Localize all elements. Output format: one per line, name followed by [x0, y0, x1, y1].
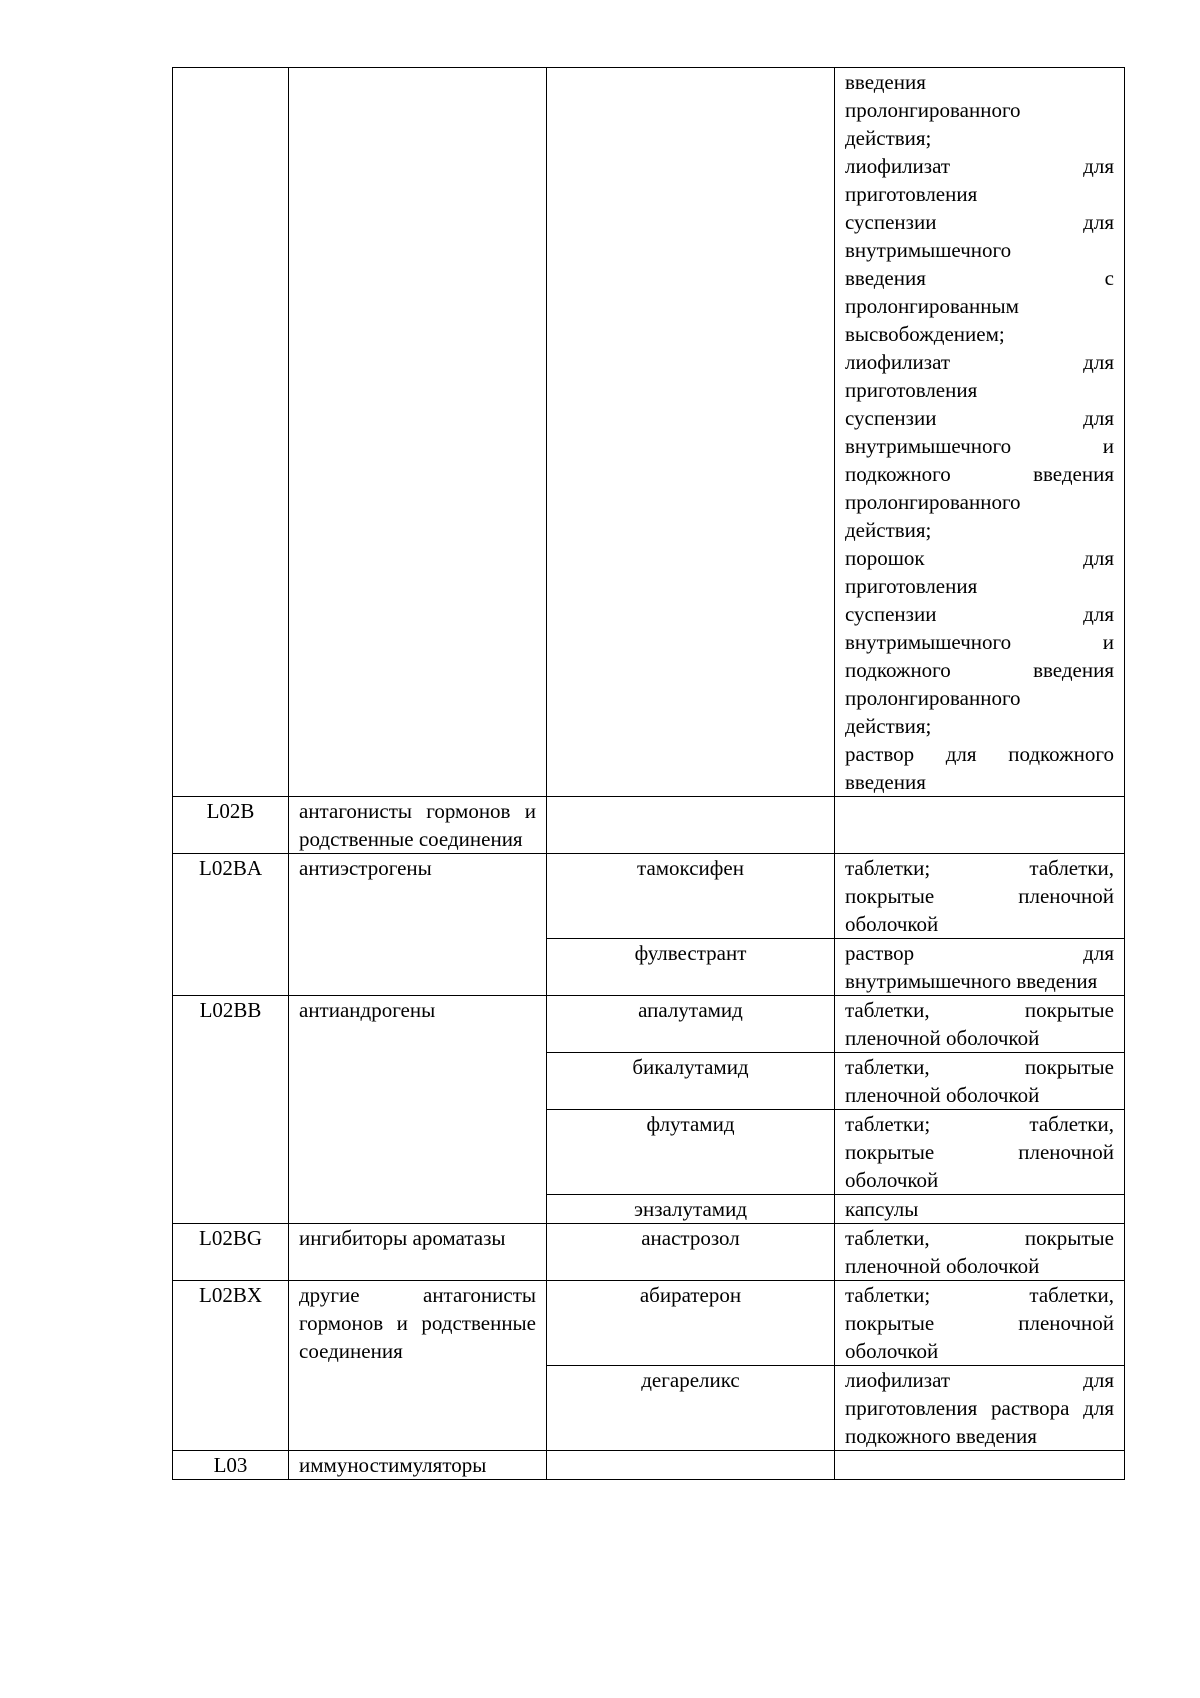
- form-line: внутримышечного и: [845, 434, 1114, 458]
- form-line: введения: [845, 770, 926, 794]
- atc-code: L02BG: [173, 1224, 289, 1281]
- form-line: введения с: [845, 266, 1114, 290]
- atc-code: L02BA: [173, 854, 289, 996]
- dosage-form: лиофилизат для приготовления раствора для подкожного введения: [835, 1366, 1125, 1451]
- dosage-form-cell: [835, 1451, 1125, 1480]
- form-line: приготовления: [845, 574, 978, 598]
- drug-name: апалутамид: [547, 996, 835, 1053]
- form-line: подкожного введения: [845, 462, 1114, 486]
- form-line: действия;: [845, 126, 932, 150]
- drug-table: [172, 67, 1125, 1480]
- dosage-form: раствор для внутримышечного введения: [835, 939, 1125, 996]
- form-line: действия;: [845, 518, 932, 542]
- form-line: внутримышечного и: [845, 630, 1114, 654]
- atc-group-name: другие антагонисты гормонов и родственные соединения: [289, 1281, 547, 1451]
- form-line: внутримышечного: [845, 238, 1012, 262]
- atc-group-name: антагонисты гормонов и родственные соединения: [289, 797, 547, 854]
- form-line: приготовления: [845, 378, 978, 402]
- form-line: суспензии для: [845, 602, 1114, 626]
- form-line: введения: [845, 70, 926, 94]
- table-row-continuation: [173, 68, 1125, 797]
- form-line: приготовления: [845, 182, 978, 206]
- form-line: пролонгированного: [845, 686, 1021, 710]
- atc-group-name: ингибиторы ароматазы: [289, 1224, 547, 1281]
- drug-name-cell: [547, 797, 835, 854]
- table-row: [173, 1451, 1125, 1480]
- dosage-form: таблетки; таблетки, покрытые пленочной оболочкой: [835, 1110, 1125, 1195]
- form-line: суспензии для: [845, 406, 1114, 430]
- form-line: пролонгированного: [845, 98, 1021, 122]
- form-line: суспензии для: [845, 210, 1114, 234]
- dosage-form-cell: [835, 797, 1125, 854]
- form-line: порошок для: [845, 546, 1114, 570]
- code-cell: [173, 68, 289, 797]
- table-row: [173, 797, 1125, 854]
- atc-code: L03: [173, 1451, 289, 1480]
- drug-name: тамоксифен: [547, 854, 835, 939]
- table-row: [173, 1224, 1125, 1281]
- dosage-form: таблетки; таблетки, покрытые пленочной оболочкой: [835, 1281, 1125, 1366]
- atc-code: L02B: [173, 797, 289, 854]
- form-line: действия;: [845, 714, 932, 738]
- dosage-form: таблетки; таблетки, покрытые пленочной оболочкой: [835, 854, 1125, 939]
- drug-name: бикалутамид: [547, 1053, 835, 1110]
- drug-name: абиратерон: [547, 1281, 835, 1366]
- form-line: пролонгированного: [845, 490, 1021, 514]
- dosage-form: таблетки, покрытые пленочной оболочкой: [835, 996, 1125, 1053]
- dosage-form: таблетки, покрытые пленочной оболочкой: [835, 1224, 1125, 1281]
- table-row: [173, 996, 1125, 1053]
- dosage-form: таблетки, покрытые пленочной оболочкой: [835, 1053, 1125, 1110]
- dosage-form-cell: [835, 68, 1125, 797]
- atc-group-name: антиэстрогены: [289, 854, 547, 996]
- table-row: [173, 1281, 1125, 1366]
- drug-name: анастрозол: [547, 1224, 835, 1281]
- form-line: лиофилизат для: [845, 350, 1114, 374]
- dosage-form: капсулы: [835, 1195, 1125, 1224]
- form-line: подкожного введения: [845, 658, 1114, 682]
- drug-name: дегареликс: [547, 1366, 835, 1451]
- form-line: пролонгированным: [845, 294, 1019, 318]
- drug-name: флутамид: [547, 1110, 835, 1195]
- atc-group-name: иммуностимуляторы: [289, 1451, 547, 1480]
- form-line: высвобождением;: [845, 322, 1005, 346]
- atc-code: L02BB: [173, 996, 289, 1224]
- group-cell: [289, 68, 547, 797]
- form-line: лиофилизат для: [845, 154, 1114, 178]
- drug-name: энзалутамид: [547, 1195, 835, 1224]
- drug-name-cell: [547, 1451, 835, 1480]
- form-line: раствор для подкожного: [845, 742, 1114, 766]
- atc-code: L02BX: [173, 1281, 289, 1451]
- atc-group-name: антиандрогены: [289, 996, 547, 1224]
- table-row: [173, 854, 1125, 939]
- drug-name-cell: [547, 68, 835, 797]
- drug-name: фулвестрант: [547, 939, 835, 996]
